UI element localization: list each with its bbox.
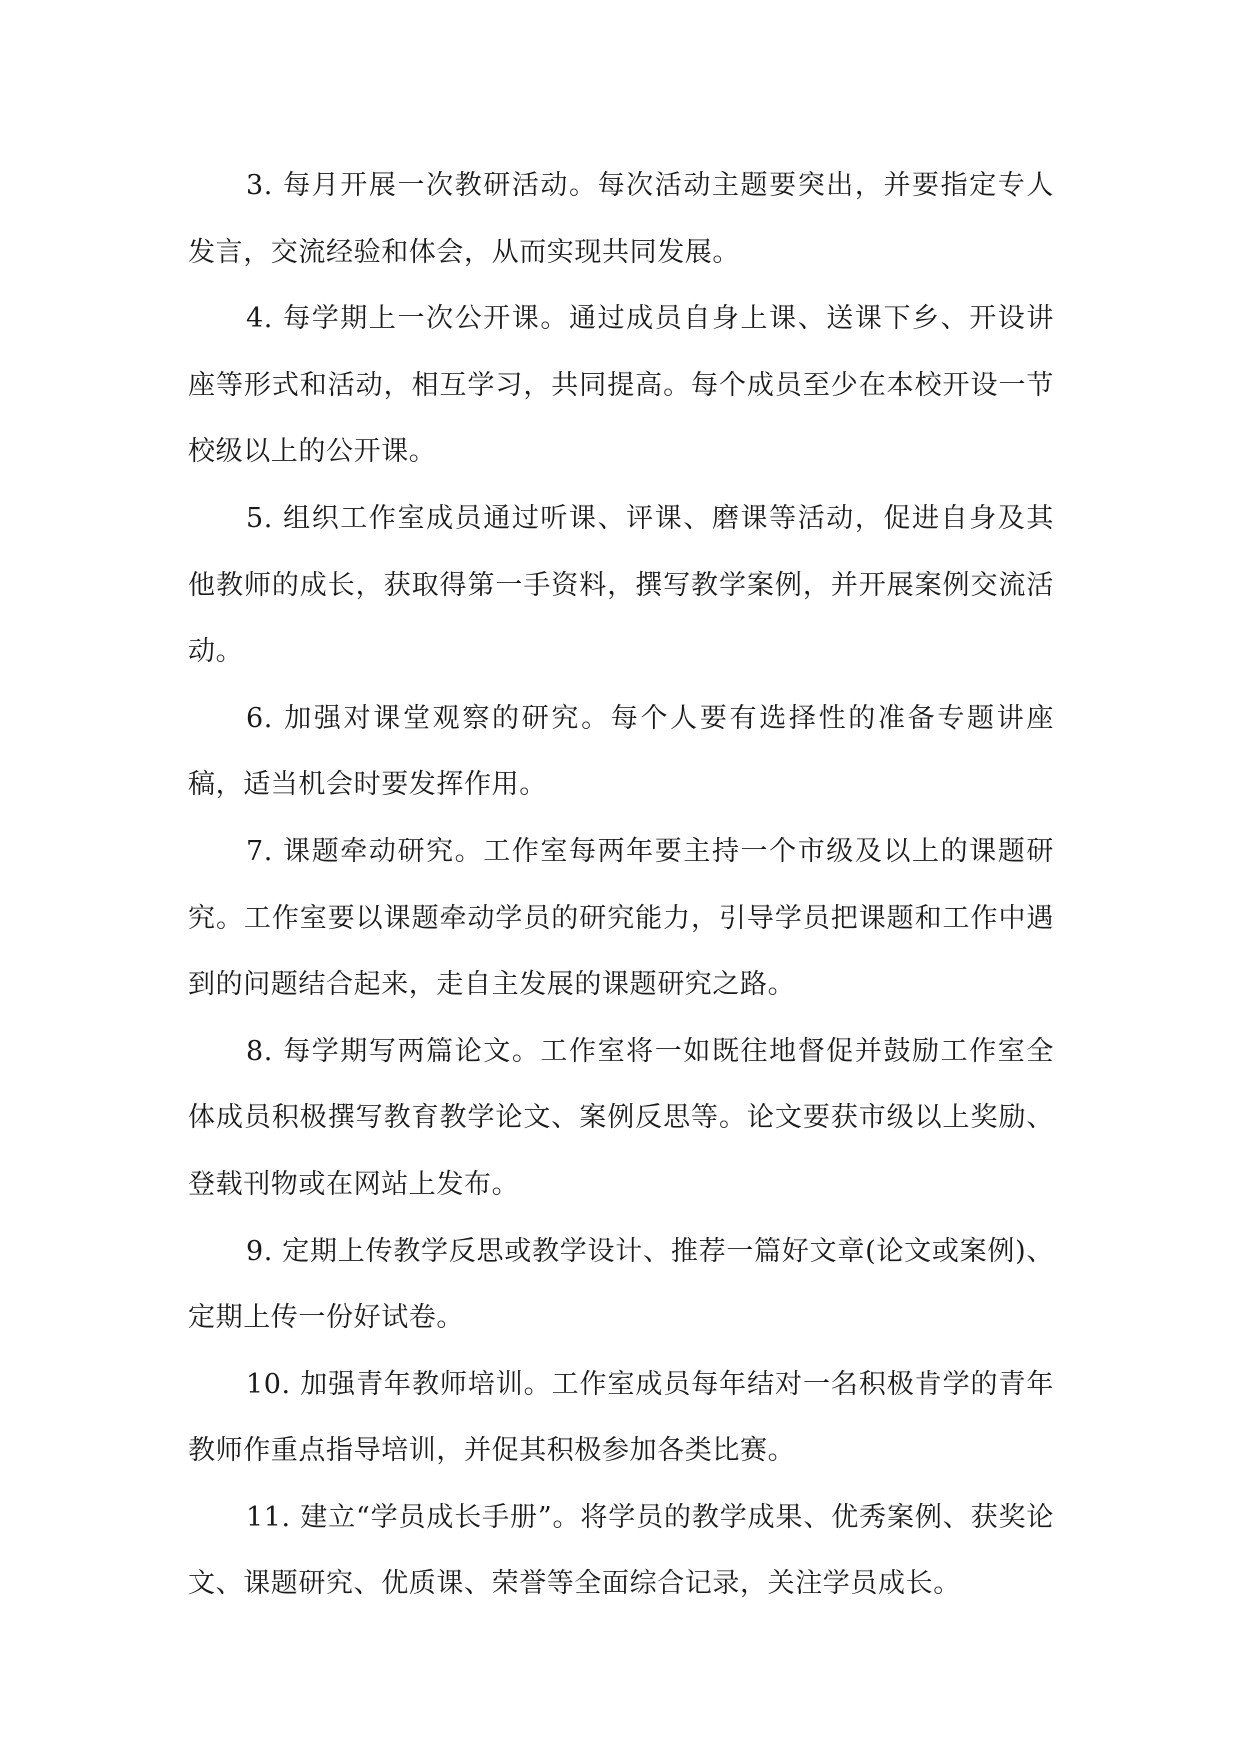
paragraph-item-10: 10. 加强青年教师培训。工作室成员每年结对一名积极肯学的青年教师作重点指导培训，并促其积极参加各类比赛。	[188, 1368, 1054, 1467]
paragraph-item-6: 6. 加强对课堂观察的研究。每个人要有选择性的准备专题讲座稿，适当机会时要发挥作用。	[188, 702, 1054, 801]
paragraph-item-8: 8. 每学期写两篇论文。工作室将一如既往地督促并鼓励工作室全体成员积极撰写教育教学论文、案例反思等。论文要获市级以上奖励、登载刊物或在网站上发布。	[188, 1035, 1054, 1200]
paragraph-item-3: 3. 每月开展一次教研活动。每次活动主题要突出，并要指定专人发言，交流经验和体会，从而实现共同发展。	[188, 170, 1054, 268]
paragraph-item-7: 7. 课题牵动研究。工作室每两年要主持一个市级及以上的课题研究。工作室要以课题牵动学员的研究能力，引导学员把课题和工作中遇到的问题结合起来，走自主发展的课题研究之路。	[188, 835, 1054, 1001]
paragraph-item-4: 4. 每学期上一次公开课。通过成员自身上课、送课下乡、开设讲座等形式和活动，相互学习，共同提高。每个成员至少在本校开设一节校级以上的公开课。	[188, 303, 1054, 468]
paragraph-item-5: 5. 组织工作室成员通过听课、评课、磨课等活动，促进自身及其他教师的成长，获取得第一手资料，撰写教学案例，并开展案例交流活动。	[188, 502, 1054, 668]
document-body	[188, 153, 1054, 1618]
paragraph-item-9: 9. 定期上传教学反思或教学设计、推荐一篇好文章(论文或案例)、定期上传一份好试卷。	[188, 1235, 1054, 1334]
paragraph-item-11: 11. 建立“学员成长手册”。将学员的教学成果、优秀案例、获奖论文、课题研究、优质课、荣誉等全面综合记录，关注学员成长。	[188, 1501, 1054, 1600]
